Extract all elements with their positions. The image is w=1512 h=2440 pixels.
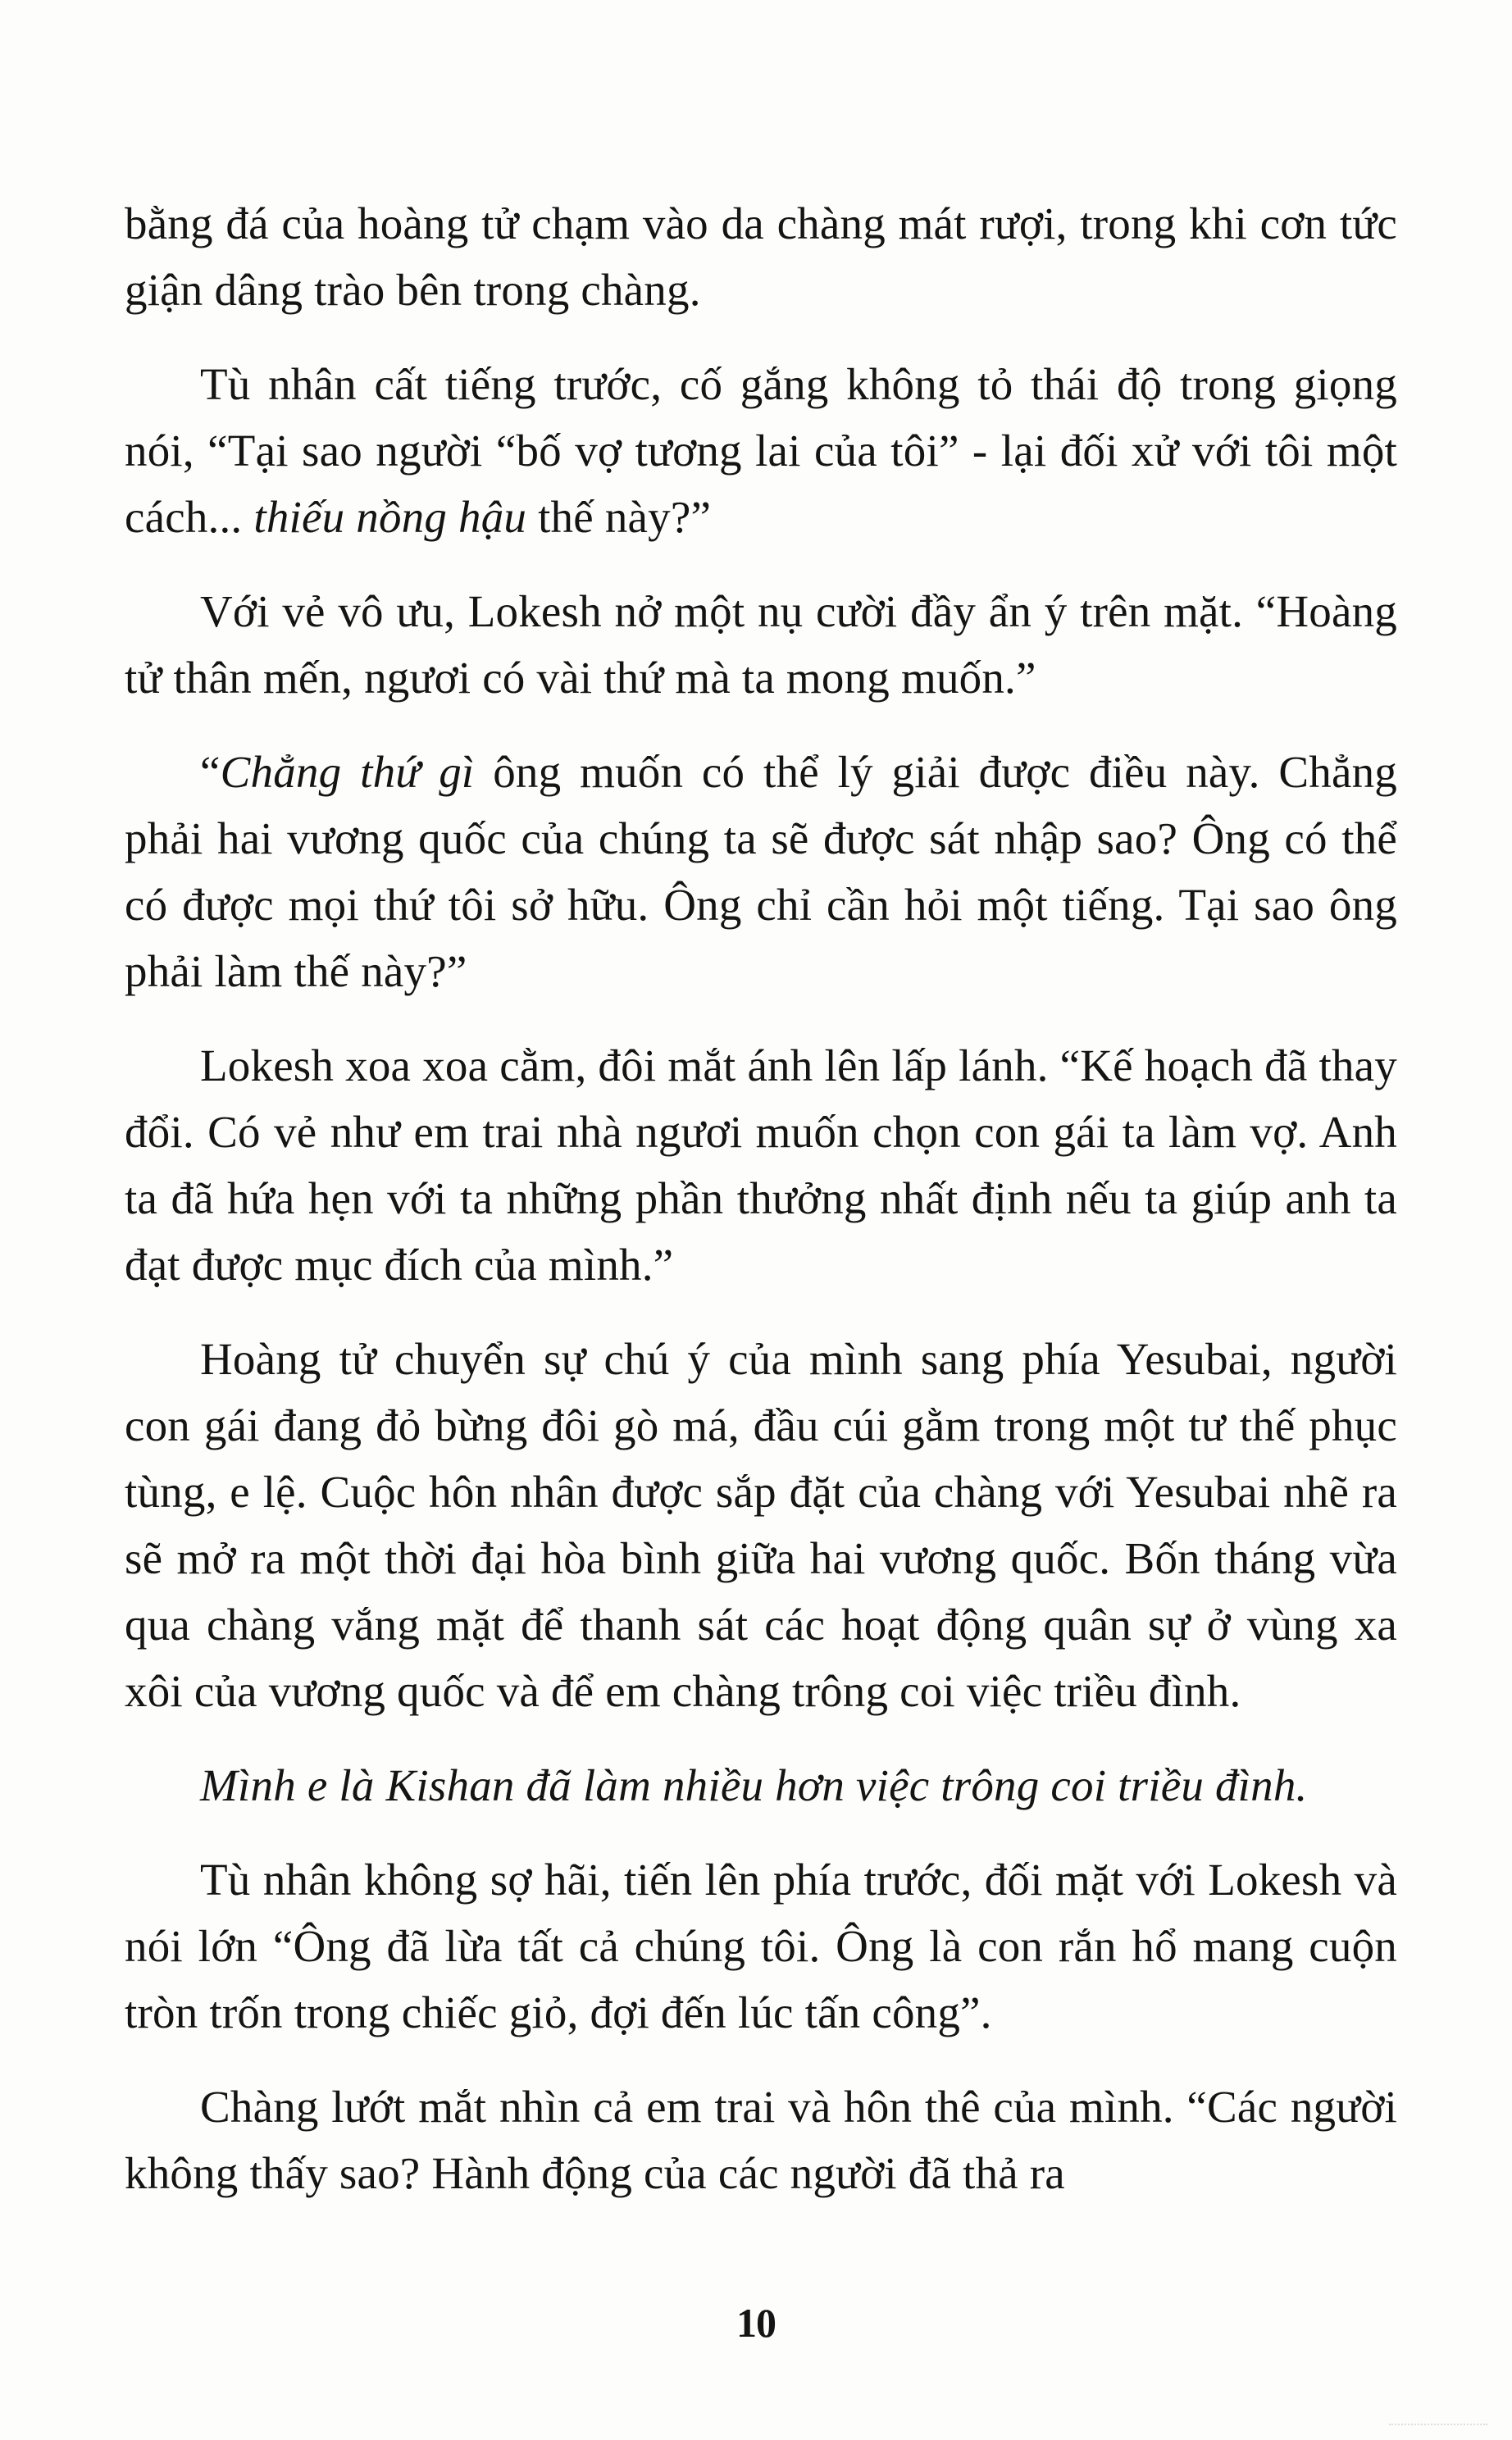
paragraph-1: [125, 190, 1397, 323]
paragraph-5-text: Lokesh xoa xoa cằm, đôi mắt ánh lên lấp lánh. “Kế hoạch đã thay đổi. Có vẻ như em trai nhà ngươi muốn chọn con gái ta làm vợ. Anh ta đã hứa hẹn với ta những phần thưởng nhất định nếu ta giúp anh ta đạt được mục đích của mình.”: [125, 1040, 1397, 1290]
paragraph-8-text: Tù nhân không sợ hãi, tiến lên phía trước, đối mặt với Lokesh và nói lớn “Ông đã lừa tất cả chúng tôi. Ông là con rắn hổ mang cuộn tròn trốn trong chiếc giỏ, đợi đến lúc tấn công”.: [125, 1855, 1397, 2037]
paragraph-4: [125, 739, 1397, 1004]
page-number: 10: [736, 2300, 776, 2346]
paragraph-9: [125, 2074, 1397, 2206]
paragraph-2-text-before: Tù nhân cất tiếng trước, cố gắng không tỏ thái độ trong giọng nói, “Tại sao người “bố vợ tương lai của tôi” - lại đối xử với tôi một cách...: [125, 359, 1397, 542]
paragraph-4-emphasis: Chẳng thứ gì: [220, 747, 475, 797]
paragraph-8: [125, 1846, 1397, 2046]
paragraph-3: [125, 578, 1397, 711]
paragraph-7-inner-thought: [125, 1752, 1397, 1819]
paragraph-6: [125, 1326, 1397, 1724]
paragraph-1-text: bằng đá của hoàng tử chạm vào da chàng mát rượi, trong khi cơn tức giận dâng trào bên trong chàng.: [125, 198, 1397, 315]
paragraph-4-text-before: “: [200, 747, 221, 797]
paragraph-2-emphasis: thiếu nồng hậu: [253, 492, 527, 542]
body-text: [125, 190, 1397, 2234]
paragraph-5: [125, 1032, 1397, 1298]
paragraph-4-text-after: ông muốn có thể lý giải được điều này. Chẳng phải hai vương quốc của chúng ta sẽ được sát nhập sao? Ông có thể có được mọi thứ tôi sở hữu. Ông chỉ cần hỏi một tiếng. Tại sao ông phải làm thế này?”: [125, 747, 1397, 996]
paragraph-2: [125, 351, 1397, 550]
paragraph-9-text: Chàng lướt mắt nhìn cả em trai và hôn thê của mình. “Các người không thấy sao? Hành động của các người đã thả ra: [125, 2082, 1397, 2198]
paragraph-7-text: Mình e là Kishan đã làm nhiều hơn việc trông coi triều đình.: [200, 1760, 1308, 1810]
paragraph-3-text: Với vẻ vô ưu, Lokesh nở một nụ cười đầy ẩn ý trên mặt. “Hoàng tử thân mến, ngươi có vài thứ mà ta mong muốn.”: [125, 586, 1397, 703]
paragraph-2-text-after: thế này?”: [526, 492, 712, 542]
scan-artifact: [1389, 2412, 1487, 2425]
paragraph-6-text: Hoàng tử chuyển sự chú ý của mình sang phía Yesubai, người con gái đang đỏ bừng đôi gò má, đầu cúi gằm trong một tư thế phục tùng, e lệ. Cuộc hôn nhân được sắp đặt của chàng với Yesubai nhẽ ra sẽ mở ra một thời đại hòa bình giữa hai vương quốc. Bốn tháng vừa qua chàng vắng mặt để thanh sát các hoạt động quân sự ở vùng xa xôi của vương quốc và để em chàng trông coi việc triều đình.: [125, 1334, 1397, 1716]
